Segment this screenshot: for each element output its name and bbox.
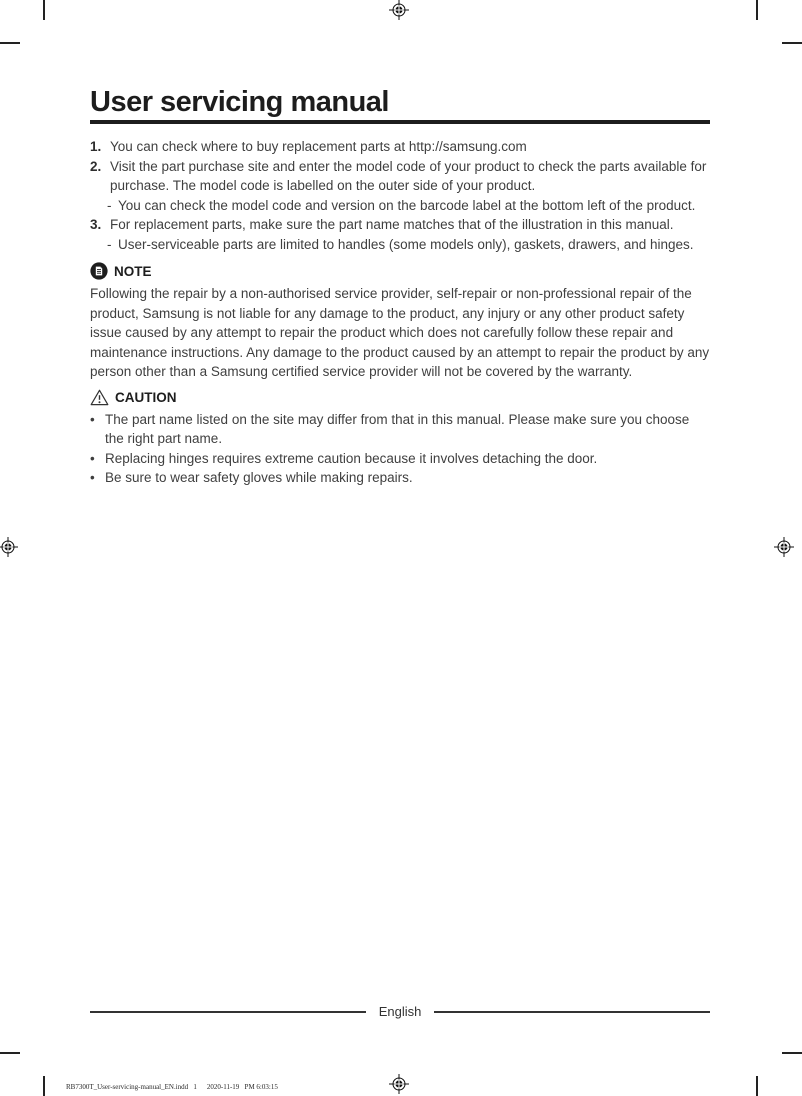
caution-bullets [90,410,710,488]
step-number: 2. [90,158,102,174]
step-2 [90,157,710,196]
caution-item-3 [90,468,710,488]
step-1 [90,137,710,157]
step-text: You can check where to buy replacement parts at http://samsung.com [110,139,527,154]
step-number: 3. [90,217,102,232]
note-label: NOTE [114,263,152,279]
caution-warning-icon [90,389,109,406]
prepress-imprint [59,1075,278,1096]
crop-mark-top-right-h [782,42,802,44]
step-2-subitem [90,196,710,216]
step-3-subitem [90,235,710,255]
substep-text: User-serviceable parts are limited to handles (some models only), gaskets, drawers, and hinges. [118,236,694,252]
bullet-marker: • [90,450,95,466]
imprint-timestamp: 2020-11-19 PM 6:03:15 [206,1083,278,1091]
dash-marker: - [107,197,112,213]
crop-mark-top-left-h [0,42,20,44]
crop-mark-top-left-v [43,0,45,20]
crop-mark-bottom-right-v [756,1076,758,1096]
caution-item-2 [90,449,710,469]
footer-language-label: English [378,1004,422,1019]
bullet-marker: • [90,411,95,427]
note-icon [90,262,108,280]
caution-item-text: Replacing hinges requires extreme caution because it involves detaching the door. [105,450,598,466]
step-3 [90,215,710,235]
page-content [90,84,710,488]
title-rule [90,120,710,124]
note-body: Following the repair by a non-authorised service provider, self-repair or non-professional repair of the product, Samsung is not liable for any damage to the product, any injury or any other product safety issue caused by any attempt to repair the product which does not carefully follow these repair and maintenance instructions. Any damage to the product caused by an attempt to repair the product by any person other than a Samsung certified service provider will not be covered by the warranty. [90,286,710,379]
crop-mark-bottom-left-h [0,1052,20,1054]
registration-mark-right [774,537,794,557]
footer-rule-left [90,1011,366,1013]
crop-mark-top-right-v [756,0,758,20]
dash-marker: - [107,236,112,252]
step-number: 1. [90,139,102,154]
registration-mark-left [0,537,18,557]
registration-mark-top [389,0,409,20]
note-heading [90,261,710,281]
page-footer [90,1004,710,1020]
crop-mark-bottom-right-h [782,1052,802,1054]
step-text: Visit the part purchase site and enter the model code of your product to check the parts available for purchase. The model code is labelled on the outer side of your product. [110,158,707,193]
step-text: For replacement parts, make sure the part name matches that of the illustration in this manual. [110,217,674,232]
footer-rule-right [434,1011,710,1013]
caution-item-text: Be sure to wear safety gloves while making repairs. [105,470,413,485]
registration-mark-bottom [389,1074,409,1094]
page-title: User servicing manual [90,86,389,118]
caution-label: CAUTION [115,390,177,405]
numbered-steps [90,137,710,254]
caution-heading [90,388,710,408]
bullet-marker: • [90,470,95,485]
caution-item-1 [90,410,710,449]
imprint-filename: RB7300T_User-servicing-manual_EN.indd 1 [66,1083,197,1091]
caution-item-text: The part name listed on the site may differ from that in this manual. Please make sure you choose the right part name. [105,411,690,446]
substep-text: You can check the model code and version on the barcode label at the bottom left of the product. [118,197,696,213]
crop-mark-bottom-left-v [43,1076,45,1096]
